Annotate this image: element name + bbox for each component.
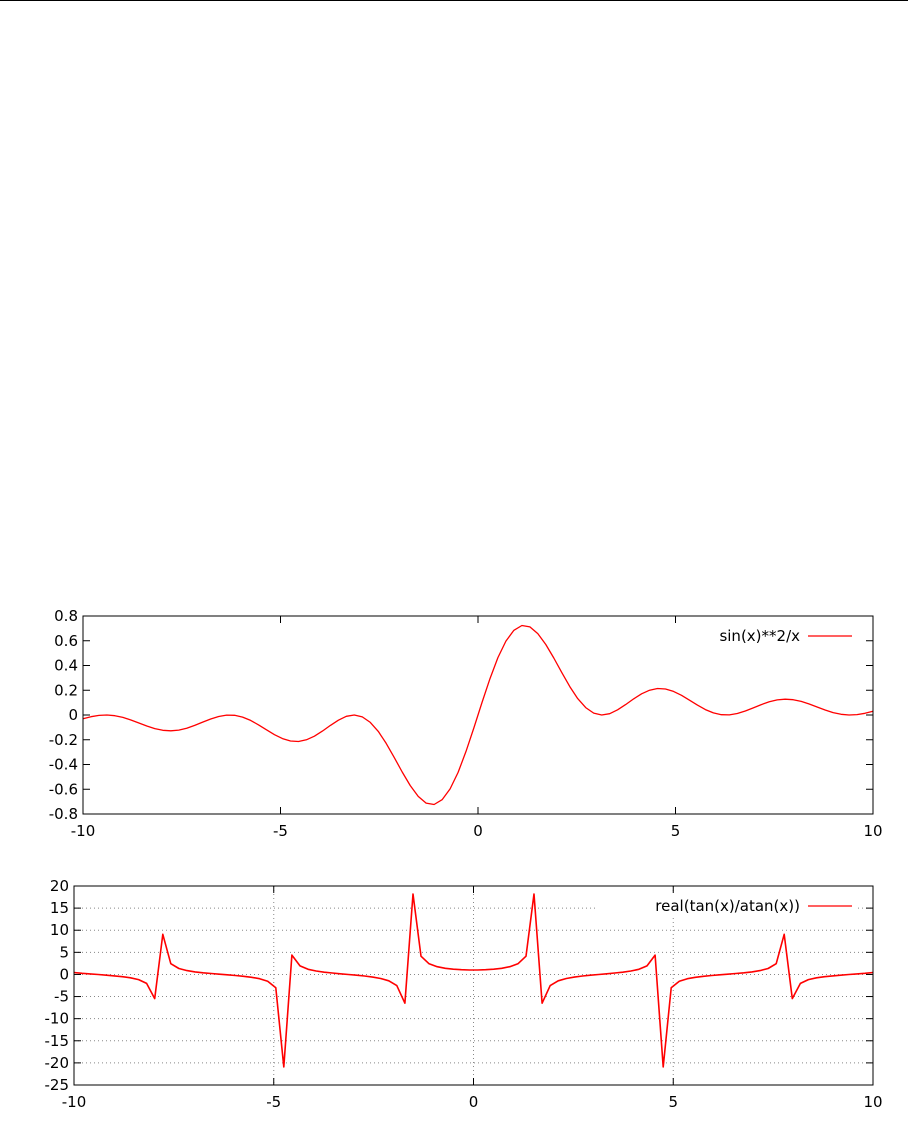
y-tick-label: 20	[49, 877, 69, 895]
series-line-0	[74, 894, 873, 1067]
y-tick-label: 5	[59, 943, 69, 962]
y-tick-label: 0	[68, 706, 78, 724]
y-tick-label: 0.8	[54, 607, 78, 625]
x-tick-label: -10	[61, 1093, 87, 1111]
y-tick-label: 0	[59, 965, 69, 984]
series-line-0	[83, 626, 873, 805]
y-tick-label: -0.4	[48, 755, 78, 774]
y-tick-label: 0.4	[54, 656, 78, 675]
x-tick-label: 0	[473, 822, 483, 840]
x-tick-label: 5	[670, 822, 681, 840]
x-tick-label: 10	[863, 822, 883, 840]
y-tick-label: 0.6	[54, 631, 78, 650]
y-tick-label: -0.2	[48, 730, 78, 749]
x-tick-label: 5	[668, 1093, 679, 1111]
y-tick-label: 0.2	[54, 681, 78, 700]
y-tick-label: -20	[44, 1053, 69, 1072]
y-tick-label: -0.6	[48, 780, 78, 799]
legend-label: real(tan(x)/atan(x))	[655, 897, 800, 915]
y-tick-label: -5	[54, 987, 69, 1006]
y-tick-label: -10	[44, 1009, 69, 1028]
y-tick-label: -25	[44, 1076, 69, 1094]
chart-sin-squared-over-x	[49, 607, 883, 840]
x-tick-label: 10	[863, 1093, 883, 1111]
y-tick-label: 10	[49, 921, 69, 940]
y-tick-label: 15	[49, 899, 69, 918]
legend-label: sin(x)**2/x	[719, 627, 800, 645]
x-tick-label: -5	[273, 822, 288, 840]
x-tick-label: -5	[266, 1093, 282, 1111]
chart-tan-over-atan	[45, 877, 883, 1111]
y-tick-label: -15	[44, 1031, 69, 1050]
y-tick-label: -0.8	[48, 805, 78, 823]
x-tick-label: 0	[468, 1093, 479, 1111]
x-tick-label: -10	[70, 822, 96, 840]
